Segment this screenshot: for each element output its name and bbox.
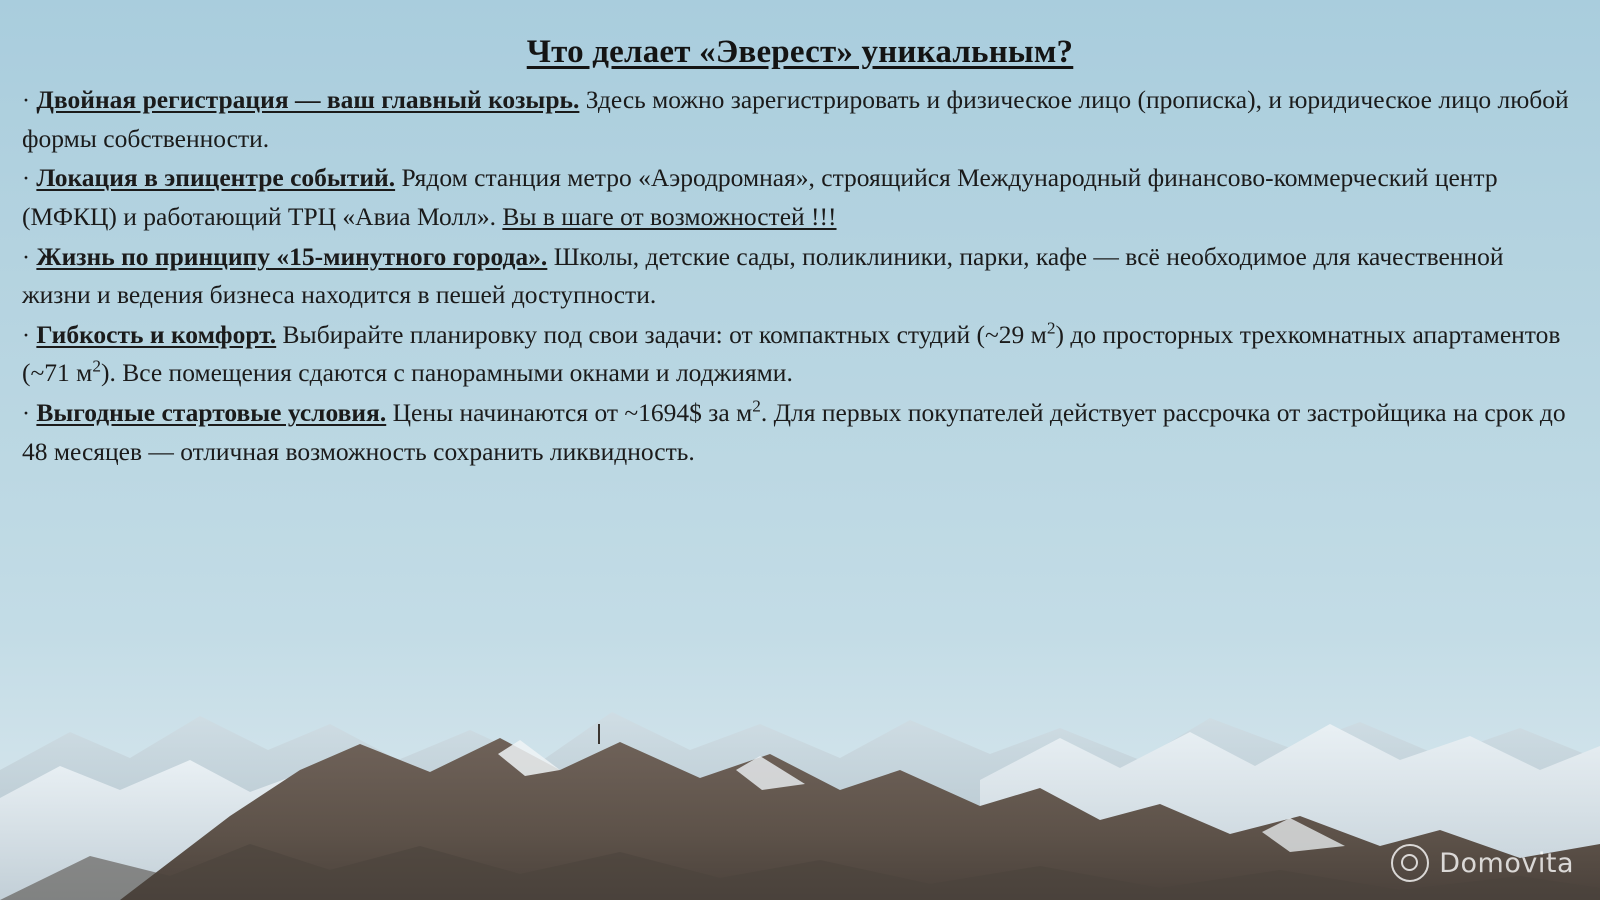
bullet-sup-5a: 2 — [752, 396, 761, 416]
bullet-body-4b: ) до просторных трехкомнатных апартаментов (~71 м — [22, 319, 1561, 388]
bullet-lead-3: Жизнь по принципу «15-минутного города». — [36, 241, 548, 271]
bullet-body-4c: ). Все помещения сдаются с панорамными окнами и лоджиями. — [100, 358, 793, 388]
bullet-body-4a: Выбирайте планировку под свои задачи: от компактных студий (~29 м — [276, 319, 1047, 349]
bullet-lead-4: Гибкость и комфорт. — [36, 319, 277, 349]
bullet-item-3 — [22, 238, 1578, 314]
bullet-marker-1: · — [22, 88, 30, 114]
bullet-marker-3: · — [22, 244, 30, 271]
bullet-body-3: Школы, детские сады, поликлиники, парки, кафе — всё необходимое для качественной жизни и ведения бизнеса находится в пешей доступности. — [22, 241, 1504, 310]
watermark-label: Domovita — [1439, 847, 1574, 879]
bullet-item-2 — [22, 159, 1578, 235]
bullet-lead-2: Локация в эпицентре событий. — [36, 163, 396, 193]
bullet-body-1: Здесь можно зарегистрировать и физическое лицо (прописка), и юридическое лицо любой формы собственности. — [22, 85, 1569, 153]
page-title: Что делает «Эверест» уникальным? — [526, 34, 1074, 70]
bullet-item-5 — [22, 394, 1578, 470]
bullet-sup-4a: 2 — [1046, 318, 1056, 338]
bullet-body-5a: Цены начинаются от ~1694$ за м — [386, 398, 753, 427]
bullet-item-1 — [22, 81, 1578, 157]
circle-logo-icon — [1391, 844, 1429, 882]
bullet-extra-2: Вы в шаге от возможностей !!! — [502, 201, 837, 231]
bullet-marker-4: · — [22, 322, 30, 349]
bullet-body-2: Рядом станция метро «Аэродромная», строящийся Международный финансово-коммерческий центр (МФКЦ) и работающий ТРЦ «Авиа Молл». — [22, 163, 1498, 231]
bullet-marker-5: · — [22, 401, 30, 427]
watermark — [1391, 844, 1574, 882]
bullet-marker-2: · — [22, 166, 30, 193]
bullet-lead-1: Двойная регистрация — ваш главный козырь. — [36, 85, 580, 114]
bullet-lead-5: Выгодные стартовые условия. — [36, 398, 387, 427]
bullet-sup-4b: 2 — [92, 356, 101, 376]
bullet-item-4 — [22, 316, 1578, 392]
mountain-range-image — [0, 620, 1600, 900]
bullet-body-5b: . Для первых покупателей действует рассрочка от застройщика на срок до 48 месяцев — отличная возможность сохранить ликвидность. — [22, 398, 1566, 466]
